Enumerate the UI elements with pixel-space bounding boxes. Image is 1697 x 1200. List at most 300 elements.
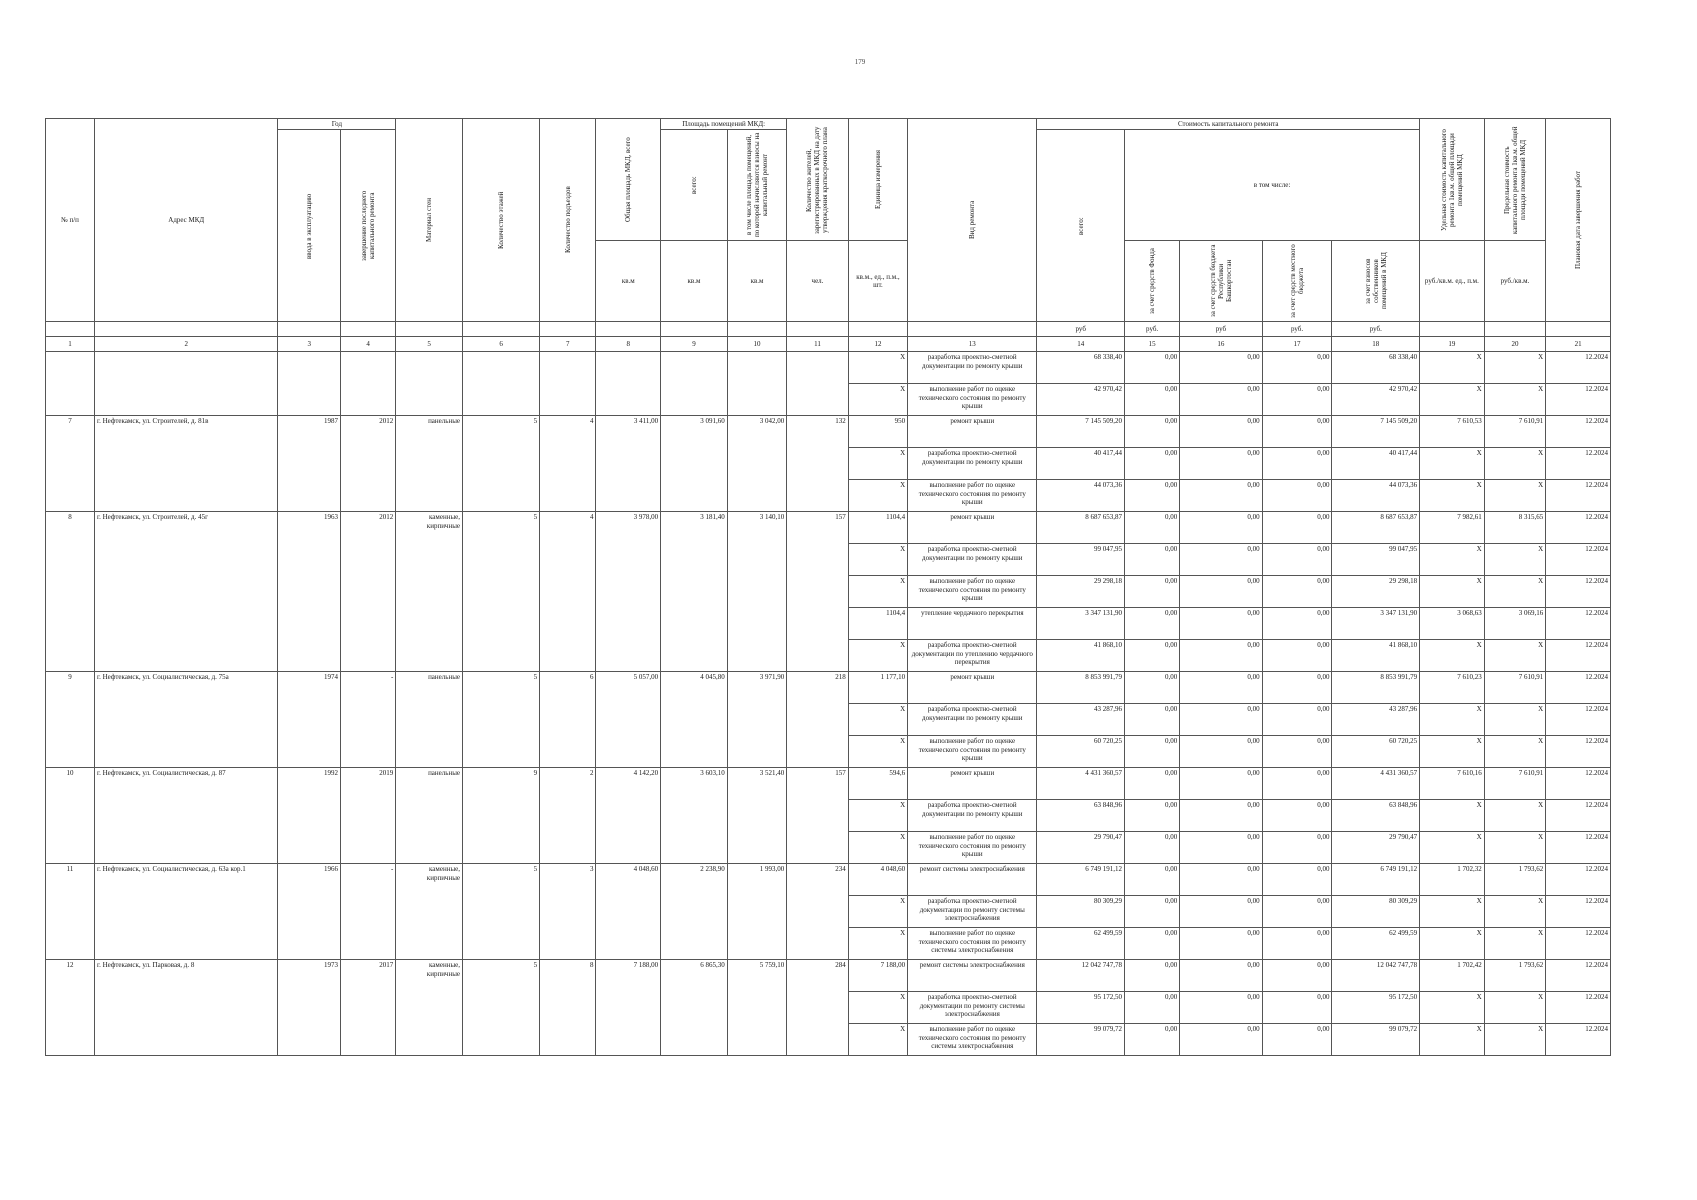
work-cost-owners: 62 499,59 — [1332, 928, 1420, 960]
work-cost-rb: 0,00 — [1180, 448, 1262, 480]
work-cost-total: 7 145 509,20 — [1037, 416, 1125, 448]
header-max-cost: Предельная стоимость капитального ремонта 1кв.м. общей площади помещений МКД — [1484, 119, 1546, 241]
building-area-contrib: 3 971,90 — [727, 672, 786, 768]
work-cost-owners: 3 347 131,90 — [1332, 608, 1420, 640]
building-year-commission: 1974 — [278, 672, 341, 768]
work-cost-total: 29 298,18 — [1037, 576, 1125, 608]
work-deadline: 12.2024 — [1546, 832, 1611, 864]
column-number: 2 — [95, 337, 278, 352]
building-total-area: 3 411,00 — [596, 416, 661, 512]
building-year-commission: 1992 — [278, 768, 341, 864]
work-cost-fund: 0,00 — [1124, 352, 1179, 384]
work-measure: 4 048,60 — [848, 864, 907, 896]
work-max-cost: 1 793,62 — [1484, 960, 1546, 992]
work-max-cost: 7 610,91 — [1484, 768, 1546, 800]
building-year-last-repair: 2017 — [341, 960, 396, 1056]
work-cost-rb: 0,00 — [1180, 832, 1262, 864]
work-cost-total: 62 499,59 — [1037, 928, 1125, 960]
work-deadline: 12.2024 — [1546, 800, 1611, 832]
header-owners: за счет взносов собственников помещений в МКД — [1332, 241, 1420, 322]
building-area-all: 3 181,40 — [661, 512, 728, 672]
table-row — [46, 512, 1611, 544]
work-type: утепление чердачного перекрытия — [908, 608, 1037, 640]
work-cost-total: 12 042 747,78 — [1037, 960, 1125, 992]
work-max-cost: X — [1484, 832, 1546, 864]
work-cost-rb: 0,00 — [1180, 992, 1262, 1024]
work-cost-total: 43 287,96 — [1037, 704, 1125, 736]
work-cost-total: 99 047,95 — [1037, 544, 1125, 576]
work-unit-cost: X — [1420, 384, 1485, 416]
header-area-all: всего: — [661, 130, 728, 241]
building-material: каменные, кирпичные — [396, 960, 463, 1056]
work-unit-cost: X — [1420, 352, 1485, 384]
empty-cell — [787, 352, 849, 416]
units-empty-cell — [596, 322, 661, 337]
header-floors: Количество этажей — [463, 119, 540, 322]
work-measure: X — [848, 832, 907, 864]
work-measure: X — [848, 352, 907, 384]
table-row — [46, 768, 1611, 800]
work-cost-fund: 0,00 — [1124, 576, 1179, 608]
work-cost-total: 44 073,36 — [1037, 480, 1125, 512]
cost-units-row — [46, 322, 1611, 337]
work-cost-total: 99 079,72 — [1037, 1024, 1125, 1056]
work-measure: X — [848, 704, 907, 736]
work-measure: 1104,4 — [848, 608, 907, 640]
work-cost-rb: 0,00 — [1180, 480, 1262, 512]
work-cost-rb: 0,00 — [1180, 352, 1262, 384]
work-cost-fund: 0,00 — [1124, 1024, 1179, 1056]
work-deadline: 12.2024 — [1546, 416, 1611, 448]
work-measure: 1104,4 — [848, 512, 907, 544]
column-number: 6 — [463, 337, 540, 352]
work-deadline: 12.2024 — [1546, 672, 1611, 704]
column-number: 19 — [1420, 337, 1485, 352]
work-deadline: 12.2024 — [1546, 896, 1611, 928]
work-cost-rb: 0,00 — [1180, 608, 1262, 640]
empty-cell — [95, 352, 278, 416]
building-address: г. Нефтекамск, ул. Социалистическая, д. 63а кор.1 — [95, 864, 278, 960]
column-number: 13 — [908, 337, 1037, 352]
work-deadline: 12.2024 — [1546, 1024, 1611, 1056]
work-cost-owners: 40 417,44 — [1332, 448, 1420, 480]
empty-cell — [396, 352, 463, 416]
work-cost-owners: 29 790,47 — [1332, 832, 1420, 864]
work-cost-owners: 8 687 653,87 — [1332, 512, 1420, 544]
work-cost-owners: 41 868,10 — [1332, 640, 1420, 672]
column-number: 12 — [848, 337, 907, 352]
column-number: 3 — [278, 337, 341, 352]
work-cost-owners: 63 848,96 — [1332, 800, 1420, 832]
work-cost-total: 68 338,40 — [1037, 352, 1125, 384]
column-number: 21 — [1546, 337, 1611, 352]
header-cost-total: всего: — [1037, 130, 1125, 322]
work-max-cost: X — [1484, 992, 1546, 1024]
empty-cell — [46, 352, 95, 416]
building-total-area: 3 978,00 — [596, 512, 661, 672]
work-unit-cost: X — [1420, 448, 1485, 480]
work-unit-cost: X — [1420, 896, 1485, 928]
work-type: ремонт крыши — [908, 672, 1037, 704]
empty-cell — [463, 352, 540, 416]
table-row — [46, 416, 1611, 448]
work-cost-total: 8 853 991,79 — [1037, 672, 1125, 704]
work-cost-local: 0,00 — [1262, 352, 1332, 384]
units-empty-cell — [1420, 322, 1485, 337]
units-empty-cell — [341, 322, 396, 337]
work-deadline: 12.2024 — [1546, 576, 1611, 608]
building-floors: 9 — [463, 768, 540, 864]
building-no: 10 — [46, 768, 95, 864]
empty-cell — [596, 352, 661, 416]
empty-cell — [540, 352, 596, 416]
building-entrances: 6 — [540, 672, 596, 768]
work-deadline: 12.2024 — [1546, 448, 1611, 480]
work-cost-local: 0,00 — [1262, 704, 1332, 736]
work-deadline: 12.2024 — [1546, 352, 1611, 384]
work-deadline: 12.2024 — [1546, 544, 1611, 576]
building-residents: 157 — [787, 768, 849, 864]
work-cost-owners: 43 287,96 — [1332, 704, 1420, 736]
work-max-cost: X — [1484, 640, 1546, 672]
work-cost-local: 0,00 — [1262, 416, 1332, 448]
building-no: 8 — [46, 512, 95, 672]
column-number: 16 — [1180, 337, 1262, 352]
work-unit-cost: X — [1420, 928, 1485, 960]
building-area-contrib: 1 993,00 — [727, 864, 786, 960]
work-type: ремонт системы электроснабжения — [908, 864, 1037, 896]
work-measure: X — [848, 448, 907, 480]
unit-owners: руб. — [1332, 322, 1420, 337]
work-deadline: 12.2024 — [1546, 512, 1611, 544]
unit-total-area: кв.м — [596, 241, 661, 322]
work-cost-local: 0,00 — [1262, 992, 1332, 1024]
work-unit-cost: X — [1420, 800, 1485, 832]
column-number: 18 — [1332, 337, 1420, 352]
work-type: ремонт крыши — [908, 416, 1037, 448]
work-unit-cost: X — [1420, 576, 1485, 608]
work-max-cost: X — [1484, 928, 1546, 960]
work-unit-cost: X — [1420, 544, 1485, 576]
work-max-cost: 3 069,16 — [1484, 608, 1546, 640]
work-type: разработка проектно-сметной документации по ремонту крыши — [908, 800, 1037, 832]
units-empty-cell — [787, 322, 849, 337]
column-number: 9 — [661, 337, 728, 352]
header-cost: Стоимость капитального ремонта — [1037, 119, 1420, 130]
work-cost-rb: 0,00 — [1180, 896, 1262, 928]
work-type: разработка проектно-сметной документации по ремонту крыши — [908, 448, 1037, 480]
building-area-all: 6 865,30 — [661, 960, 728, 1056]
table-body — [46, 322, 1611, 1056]
building-no: 11 — [46, 864, 95, 960]
work-cost-rb: 0,00 — [1180, 512, 1262, 544]
header-no: № п/п — [46, 119, 95, 322]
building-address: г. Нефтекамск, ул. Социалистическая, д. 75а — [95, 672, 278, 768]
work-cost-owners: 7 145 509,20 — [1332, 416, 1420, 448]
building-total-area: 4 048,60 — [596, 864, 661, 960]
work-cost-fund: 0,00 — [1124, 928, 1179, 960]
work-max-cost: X — [1484, 352, 1546, 384]
building-year-commission: 1973 — [278, 960, 341, 1056]
units-empty-cell — [727, 322, 786, 337]
work-unit-cost: 7 982,61 — [1420, 512, 1485, 544]
building-material: панельные — [396, 416, 463, 512]
building-entrances: 4 — [540, 416, 596, 512]
header-incl: в том числе: — [1124, 130, 1419, 241]
work-unit-cost: 1 702,42 — [1420, 960, 1485, 992]
header-unit-cost: Удельная стоимость капитального ремонта 1кв.м. общей площади помещений МКД — [1420, 119, 1485, 241]
work-unit-cost: 7 610,23 — [1420, 672, 1485, 704]
building-floors: 5 — [463, 672, 540, 768]
column-number: 5 — [396, 337, 463, 352]
work-max-cost: X — [1484, 384, 1546, 416]
work-measure: X — [848, 736, 907, 768]
building-area-all: 3 603,10 — [661, 768, 728, 864]
work-measure: X — [848, 1024, 907, 1056]
work-cost-rb: 0,00 — [1180, 768, 1262, 800]
building-no: 9 — [46, 672, 95, 768]
work-cost-fund: 0,00 — [1124, 960, 1179, 992]
work-measure: X — [848, 992, 907, 1024]
work-deadline: 12.2024 — [1546, 864, 1611, 896]
building-area-contrib: 5 759,10 — [727, 960, 786, 1056]
building-no: 12 — [46, 960, 95, 1056]
header-year-commission: ввода в эксплуатацию — [278, 130, 341, 322]
column-number: 15 — [1124, 337, 1179, 352]
work-cost-rb: 0,00 — [1180, 384, 1262, 416]
work-cost-local: 0,00 — [1262, 736, 1332, 768]
work-max-cost: 1 793,62 — [1484, 864, 1546, 896]
building-year-commission: 1963 — [278, 512, 341, 672]
work-cost-rb: 0,00 — [1180, 864, 1262, 896]
column-number: 8 — [596, 337, 661, 352]
work-max-cost: 8 315,65 — [1484, 512, 1546, 544]
work-cost-total: 60 720,25 — [1037, 736, 1125, 768]
work-deadline: 12.2024 — [1546, 736, 1611, 768]
work-measure: 594,6 — [848, 768, 907, 800]
work-deadline: 12.2024 — [1546, 704, 1611, 736]
work-type: выполнение работ по оценке технического состояния по ремонту крыши — [908, 736, 1037, 768]
header-residents: Количество жителей, зарегистрированных в МКД на дату утверждения краткосрочного плана — [787, 119, 849, 241]
work-cost-local: 0,00 — [1262, 608, 1332, 640]
work-max-cost: X — [1484, 576, 1546, 608]
building-year-commission: 1966 — [278, 864, 341, 960]
building-area-all: 2 238,90 — [661, 864, 728, 960]
work-cost-rb: 0,00 — [1180, 544, 1262, 576]
work-unit-cost: 7 610,53 — [1420, 416, 1485, 448]
work-cost-rb: 0,00 — [1180, 928, 1262, 960]
work-cost-total: 3 347 131,90 — [1037, 608, 1125, 640]
building-year-last-repair: - — [341, 672, 396, 768]
building-total-area: 4 142,20 — [596, 768, 661, 864]
empty-cell — [341, 352, 396, 416]
work-measure: 7 188,00 — [848, 960, 907, 992]
column-number: 7 — [540, 337, 596, 352]
work-unit-cost: X — [1420, 832, 1485, 864]
unit-cost-total: руб — [1037, 322, 1125, 337]
work-cost-rb: 0,00 — [1180, 1024, 1262, 1056]
work-type: разработка проектно-сметной документации по ремонту системы электроснабжения — [908, 992, 1037, 1024]
work-measure: X — [848, 800, 907, 832]
table-row — [46, 960, 1611, 992]
work-deadline: 12.2024 — [1546, 480, 1611, 512]
work-deadline: 12.2024 — [1546, 768, 1611, 800]
table-row — [46, 352, 1611, 384]
building-residents: 132 — [787, 416, 849, 512]
building-residents: 234 — [787, 864, 849, 960]
header-wall-material: Материал стен — [396, 119, 463, 322]
work-measure: X — [848, 544, 907, 576]
units-empty-cell — [396, 322, 463, 337]
units-empty-cell — [95, 322, 278, 337]
work-cost-total: 4 431 360,57 — [1037, 768, 1125, 800]
table-row — [46, 672, 1611, 704]
building-year-last-repair: - — [341, 864, 396, 960]
units-empty-cell — [278, 322, 341, 337]
work-cost-owners: 44 073,36 — [1332, 480, 1420, 512]
building-floors: 5 — [463, 864, 540, 960]
work-cost-fund: 0,00 — [1124, 800, 1179, 832]
units-empty-cell — [661, 322, 728, 337]
work-measure: X — [848, 480, 907, 512]
work-cost-local: 0,00 — [1262, 384, 1332, 416]
table-row — [46, 864, 1611, 896]
work-cost-local: 0,00 — [1262, 1024, 1332, 1056]
work-cost-rb: 0,00 — [1180, 736, 1262, 768]
work-cost-local: 0,00 — [1262, 800, 1332, 832]
work-type: разработка проектно-сметной документации по ремонту крыши — [908, 704, 1037, 736]
building-total-area: 5 057,00 — [596, 672, 661, 768]
work-cost-fund: 0,00 — [1124, 448, 1179, 480]
work-cost-total: 6 749 191,12 — [1037, 864, 1125, 896]
work-measure: X — [848, 384, 907, 416]
work-cost-local: 0,00 — [1262, 448, 1332, 480]
work-max-cost: X — [1484, 480, 1546, 512]
work-max-cost: 7 610,91 — [1484, 672, 1546, 704]
work-measure: X — [848, 640, 907, 672]
header-area-contrib: в том числе площадь помещений, по которой начисляются взносы на капитальный ремонт — [727, 130, 786, 241]
building-area-all: 3 091,60 — [661, 416, 728, 512]
column-number: 20 — [1484, 337, 1546, 352]
building-floors: 5 — [463, 960, 540, 1056]
units-empty-cell — [848, 322, 907, 337]
building-area-contrib: 3 521,40 — [727, 768, 786, 864]
work-type: выполнение работ по оценке технического состояния по ремонту системы электроснабжения — [908, 928, 1037, 960]
building-residents: 284 — [787, 960, 849, 1056]
work-cost-local: 0,00 — [1262, 896, 1332, 928]
work-cost-fund: 0,00 — [1124, 480, 1179, 512]
work-unit-cost: X — [1420, 736, 1485, 768]
work-cost-total: 95 172,50 — [1037, 992, 1125, 1024]
building-material: каменные, кирпичные — [396, 512, 463, 672]
capital-repair-table — [45, 118, 1611, 1056]
work-type: ремонт системы электроснабжения — [908, 960, 1037, 992]
page-number: 179 — [854, 58, 866, 66]
work-measure: X — [848, 928, 907, 960]
header-entrances: Количество подъездов — [540, 119, 596, 322]
work-unit-cost: 7 610,16 — [1420, 768, 1485, 800]
building-address: г. Нефтекамск, ул. Строителей, д. 81в — [95, 416, 278, 512]
work-cost-rb: 0,00 — [1180, 960, 1262, 992]
header-premises-area: Площадь помещений МКД: — [661, 119, 787, 130]
header-total-area: Общая площадь МКД, всего — [596, 119, 661, 241]
building-total-area: 7 188,00 — [596, 960, 661, 1056]
work-cost-owners: 6 749 191,12 — [1332, 864, 1420, 896]
work-unit-cost: X — [1420, 480, 1485, 512]
work-unit-cost: X — [1420, 992, 1485, 1024]
work-type: выполнение работ по оценке технического состояния по ремонту крыши — [908, 832, 1037, 864]
work-cost-owners: 8 853 991,79 — [1332, 672, 1420, 704]
work-cost-local: 0,00 — [1262, 832, 1332, 864]
work-cost-fund: 0,00 — [1124, 736, 1179, 768]
unit-unit-cost: руб./кв.м. ед., п.м. — [1420, 241, 1485, 322]
work-cost-owners: 60 720,25 — [1332, 736, 1420, 768]
work-cost-owners: 42 970,42 — [1332, 384, 1420, 416]
building-entrances: 4 — [540, 512, 596, 672]
work-cost-rb: 0,00 — [1180, 704, 1262, 736]
work-cost-total: 8 687 653,87 — [1037, 512, 1125, 544]
unit-residents: чел. — [787, 241, 849, 322]
work-cost-fund: 0,00 — [1124, 672, 1179, 704]
units-empty-cell — [46, 322, 95, 337]
building-floors: 5 — [463, 416, 540, 512]
work-cost-fund: 0,00 — [1124, 544, 1179, 576]
work-unit-cost: X — [1420, 704, 1485, 736]
unit-max-cost: руб./кв.м. — [1484, 241, 1546, 322]
work-type: выполнение работ по оценке технического состояния по ремонту крыши — [908, 384, 1037, 416]
work-cost-total: 40 417,44 — [1037, 448, 1125, 480]
work-cost-fund: 0,00 — [1124, 896, 1179, 928]
unit-area-contrib: кв.м — [727, 241, 786, 322]
empty-cell — [727, 352, 786, 416]
header-deadline: Плановая дата завершения работ — [1546, 119, 1611, 322]
work-cost-fund: 0,00 — [1124, 704, 1179, 736]
building-material: панельные — [396, 768, 463, 864]
work-measure: X — [848, 576, 907, 608]
work-cost-owners: 99 079,72 — [1332, 1024, 1420, 1056]
work-type: разработка проектно-сметной документации по ремонту крыши — [908, 544, 1037, 576]
work-deadline: 12.2024 — [1546, 640, 1611, 672]
work-max-cost: X — [1484, 800, 1546, 832]
work-cost-local: 0,00 — [1262, 480, 1332, 512]
empty-cell — [661, 352, 728, 416]
unit-local-budget: руб. — [1262, 322, 1332, 337]
work-cost-total: 41 868,10 — [1037, 640, 1125, 672]
unit-rb-budget: руб — [1180, 322, 1262, 337]
work-deadline: 12.2024 — [1546, 608, 1611, 640]
work-cost-total: 42 970,42 — [1037, 384, 1125, 416]
work-cost-fund: 0,00 — [1124, 832, 1179, 864]
work-cost-owners: 4 431 360,57 — [1332, 768, 1420, 800]
column-number: 14 — [1037, 337, 1125, 352]
building-material: каменные, кирпичные — [396, 864, 463, 960]
header-local-budget: за счет средств местного бюджета — [1262, 241, 1332, 322]
work-cost-fund: 0,00 — [1124, 608, 1179, 640]
work-type: выполнение работ по оценке технического состояния по ремонту крыши — [908, 576, 1037, 608]
work-cost-fund: 0,00 — [1124, 640, 1179, 672]
work-measure: 950 — [848, 416, 907, 448]
work-cost-total: 63 848,96 — [1037, 800, 1125, 832]
units-empty-cell — [1546, 322, 1611, 337]
work-cost-fund: 0,00 — [1124, 416, 1179, 448]
work-cost-local: 0,00 — [1262, 672, 1332, 704]
work-type: ремонт крыши — [908, 768, 1037, 800]
work-unit-cost: 3 068,63 — [1420, 608, 1485, 640]
work-cost-owners: 29 298,18 — [1332, 576, 1420, 608]
unit-fund: руб. — [1124, 322, 1179, 337]
unit-area-all: кв.м — [661, 241, 728, 322]
units-empty-cell — [463, 322, 540, 337]
